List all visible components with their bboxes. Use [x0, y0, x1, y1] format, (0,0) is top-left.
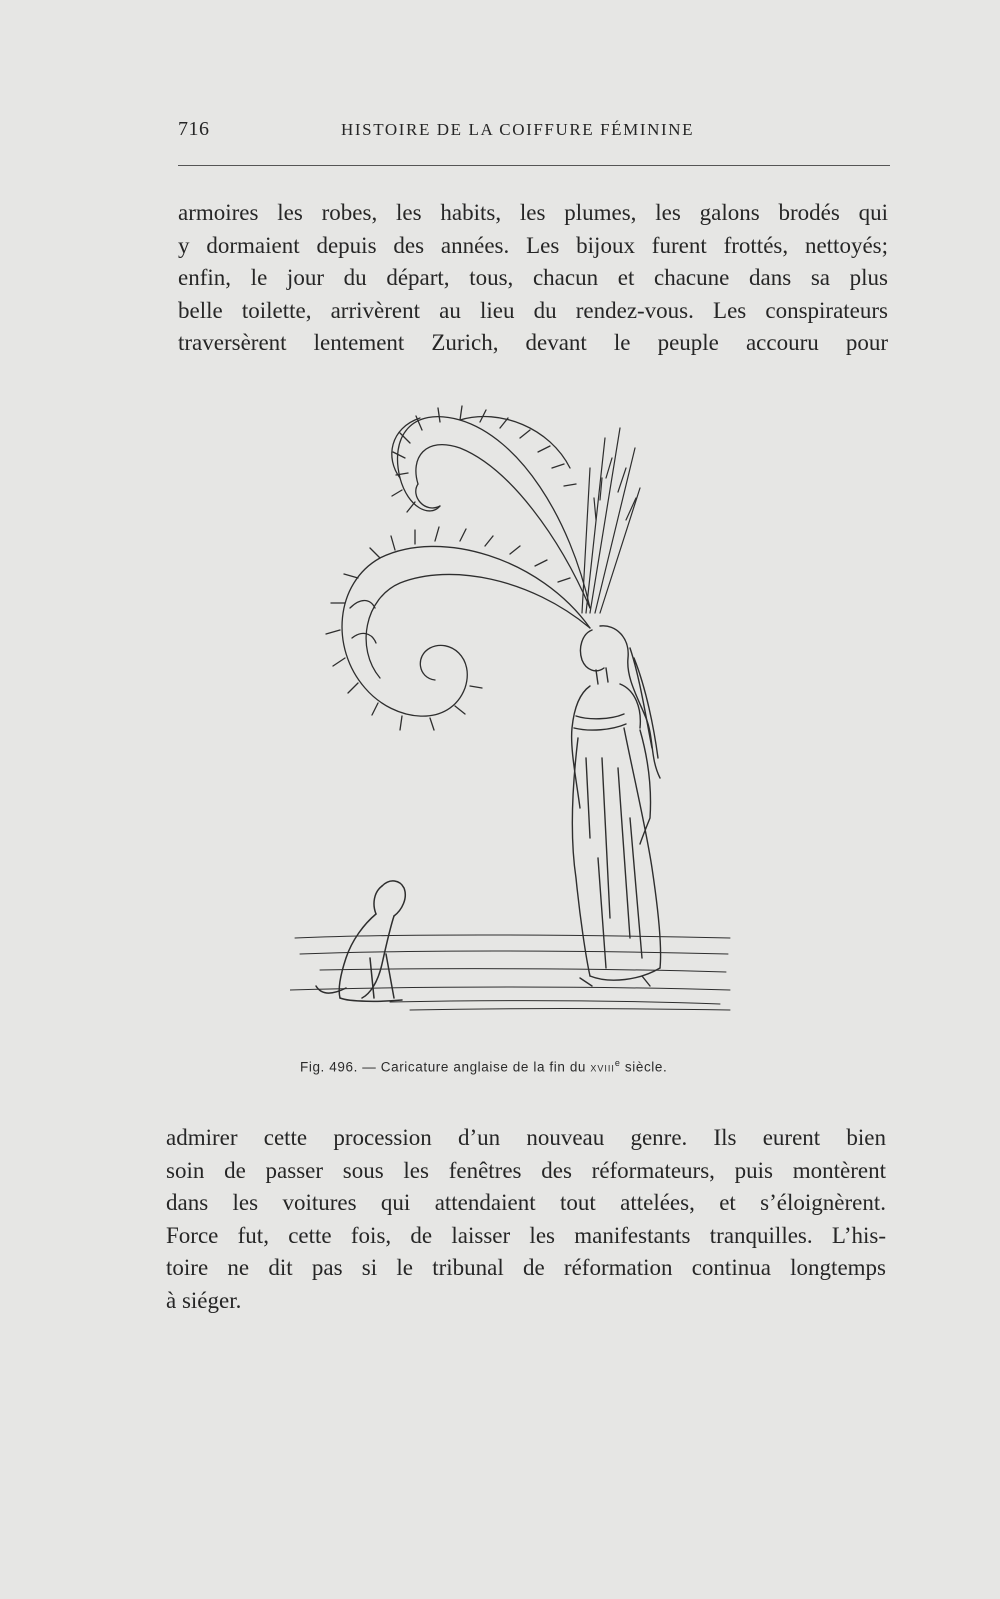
ground-lines-icon: [290, 935, 730, 1010]
text-line: toire ne dit pas si le tribunal de réformation continua longtemps: [166, 1255, 886, 1280]
text-line: belle toilette, arrivèrent au lieu du rendez-vous. Les conspirateurs: [178, 297, 888, 323]
text-line: soin de passer sous les fenêtres des réformateurs, puis montèrent: [166, 1157, 886, 1183]
page-header: [178, 118, 888, 148]
feather-spiral-icon: [326, 527, 590, 730]
paragraph-top: [178, 197, 888, 360]
paragraph-bottom: [166, 1122, 886, 1317]
text-line: admirer cette procession d’un nouveau genre. Ils eurent bien: [166, 1125, 886, 1150]
woman-figure-icon: [572, 626, 661, 986]
text-line: à siéger.: [166, 1287, 242, 1313]
dog-figure-icon: [316, 881, 405, 1001]
quill-feathers-icon: [582, 428, 640, 613]
text-line: traversèrent lentement Zurich, devant le peuple accouru pour: [178, 330, 888, 355]
header-rule: [178, 165, 890, 166]
text-line: Force fut, cette fois, de laisser les manifestants tranquilles. L’his-: [166, 1222, 886, 1248]
caption-suffix: siècle.: [620, 1059, 668, 1075]
page-number: 716: [178, 118, 210, 140]
feather-plume-icon: [392, 406, 590, 608]
engraving-illustration: [290, 398, 750, 1038]
running-title: HISTOIRE DE LA COIFFURE FÉMININE: [341, 120, 695, 139]
caption-superscript: e: [614, 1058, 621, 1068]
caption-century: xviii: [590, 1059, 615, 1075]
figure-caption: [300, 1058, 760, 1075]
text-line: dans les voitures qui attendaient tout attelées, et s’éloignèrent.: [166, 1190, 886, 1215]
caption-prefix: Fig. 496. — Caricature anglaise de la fin du: [300, 1059, 591, 1075]
text-line: enfin, le jour du départ, tous, chacun et chacune dans sa plus: [178, 265, 888, 290]
text-line: armoires les robes, les habits, les plumes, les galons brodés qui: [178, 200, 888, 225]
text-line: y dormaient depuis des années. Les bijoux furent frottés, nettoyés;: [178, 232, 888, 258]
figure-illustration: [290, 398, 750, 1038]
